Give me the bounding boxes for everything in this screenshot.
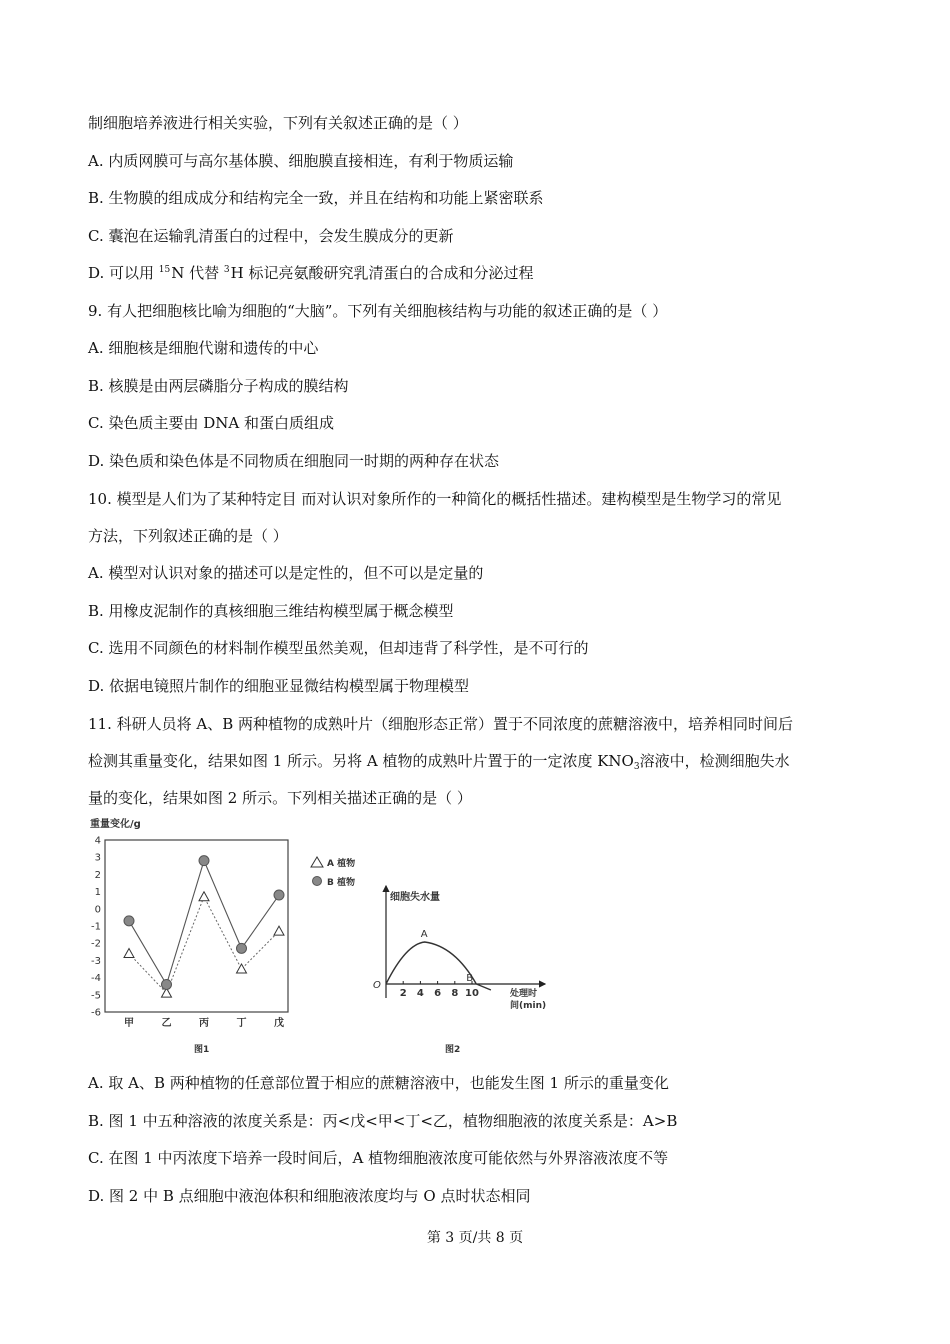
q8-stem-tail: 制细胞培养液进行相关实验，下列有关叙述正确的是（ ） [88,114,468,132]
fig1-category-label: 丁 [236,1018,247,1029]
fig1-ytick-label: 2 [94,869,101,881]
fig1-series-a-point [124,949,134,958]
fig1-category-label: 甲 [124,1018,134,1029]
fig1-series-a-line [129,897,279,993]
q10-option-d: D. 依据电镜照片制作的细胞亚显微结构模型属于物理模型 [88,677,470,695]
q10-option-c: C. 选用不同颜色的材料制作模型虽然美观，但却违背了科学性，是不可行的 [88,639,589,657]
q11-option-d: D. 图 2 中 B 点细胞中液泡体积和细胞液浓度均与 O 点时状态相同 [88,1187,531,1205]
q11-option-c: C. 在图 1 中丙浓度下培养一段时间后，A 植物细胞液浓度可能依然与外界溶液浓度不等 [88,1149,669,1167]
fig2-point-a-label: A [420,929,428,940]
fig1-ytick-label: 1 [94,887,101,899]
q9-option-b: B. 核膜是由两层磷脂分子构成的膜结构 [88,377,349,395]
q9-option-c: C. 染色质主要由 DNA 和蛋白质组成 [88,414,334,432]
fig1-category-label: 乙 [161,1018,172,1029]
q10-option-b: B. 用橡皮泥制作的真核细胞三维结构模型属于概念模型 [88,602,454,620]
q8-option-c: C. 囊泡在运输乳清蛋白的过程中，会发生膜成分的更新 [88,227,454,245]
fig2-xtick-label: 10 [465,988,479,999]
fig1-series-b-point [162,979,172,989]
q11-option-b: B. 图 1 中五种溶液的浓度关系是：丙<戊<甲<丁<乙，植物细胞液的浓度关系是：A>B [88,1112,678,1130]
fig1-caption: 图1 [194,1045,210,1055]
q11-stem2-sub: 3 [633,762,640,772]
fig2-caption: 图2 [445,1045,461,1055]
fig1-ytick-label: -6 [91,1007,101,1019]
fig2-xtick-label: 8 [451,988,459,999]
q9-option-a: A. 细胞核是细胞代谢和遗传的中心 [88,339,319,357]
q8-option-a: A. 内质网膜可与高尔基体膜、细胞膜直接相连，有利于物质运输 [88,152,514,170]
fig2-xtick-label: 6 [434,988,442,999]
q8-d-pre: D. 可以用 [88,264,159,282]
q8-option-d [88,263,534,286]
fig2-curve [386,942,491,990]
legend-triangle-icon [311,857,323,867]
fig1-ytick-label: 4 [94,835,101,847]
q9-stem: 9. 有人把细胞核比喻为细胞的“大脑”。下列有关细胞核结构与功能的叙述正确的是（ ） [88,302,668,320]
figure-2-chart [365,880,550,1065]
fig1-category-label: 丙 [199,1018,209,1029]
q8-option-b: B. 生物膜的组成成分和结构完全一致，并且在结构和功能上紧密联系 [88,189,544,207]
q8-d-sup-3: 3 [223,265,230,275]
fig2-xtick-label: 4 [416,988,424,999]
q11-stem-line1: 11. 科研人员将 A、B 两种植物的成熟叶片（细胞形态正常）置于不同浓度的蔗糖溶液中，培养相同时间后 [88,715,794,733]
fig1-ytick-label: -1 [91,921,101,933]
fig2-ylabel: 细胞失水量 [390,892,440,903]
fig1-series-b-line [129,861,279,985]
q11-stem-line3: 量的变化，结果如图 2 所示。下列相关描述正确的是（ ） [88,789,472,807]
q8-d-mid: N 代替 [171,264,224,282]
fig1-category-label: 戊 [274,1018,284,1029]
fig2-xlabel-line2: 间(min) [510,1001,547,1011]
fig1-series-b-point [274,890,284,900]
figure-1-chart [82,814,364,1064]
fig1-ylabel: 重量变化/g [90,819,141,830]
fig1-ytick-label: -5 [91,990,101,1002]
fig1-series-b-point [124,916,134,926]
fig1-ytick-label: -4 [91,973,101,985]
fig2-origin-label: O [373,980,381,991]
q11-stem2-pre: 检测其重量变化，结果如图 1 所示。另将 A 植物的成熟叶片置于的一定浓度 KNO [88,752,634,770]
q10-stem-line1: 10. 模型是人们为了某种特定目 而对认识对象所作的一种简化的概括性描述。建构模型是生物学习的常见 [88,490,782,508]
legend-a-label: A 植物 [327,859,356,869]
page-footer: 第 3 页/共 8 页 [426,1230,524,1246]
fig1-series-b-point [237,943,247,953]
fig1-series-a-point [274,926,284,935]
q11-stem2-post: 溶液中，检测细胞失水 [639,752,790,770]
q9-option-d: D. 染色质和染色体是不同物质在细胞同一时期的两种存在状态 [88,452,500,470]
q11-stem-line2 [88,751,790,774]
fig1-ytick-label: -2 [91,938,101,950]
fig1-series-b-point [199,856,209,866]
q11-option-a: A. 取 A、B 两种植物的任意部位置于相应的蔗糖溶液中，也能发生图 1 所示的重量变化 [88,1074,669,1092]
fig2-xlabel-line1: 处理时 [510,989,538,999]
q8-d-sup-15: 15 [158,265,171,275]
q10-stem-line2: 方法，下列叙述正确的是（ ） [88,527,288,545]
fig2-xtick-label: 2 [399,988,407,999]
fig2-point-b-label: B [466,973,474,984]
q10-option-a: A. 模型对认识对象的描述可以是定性的，但不可以是定量的 [88,564,484,582]
fig1-series-a-point [199,892,209,901]
fig1-ytick-label: 0 [94,904,101,916]
q8-d-post: H 标记亮氨酸研究乳清蛋白的合成和分泌过程 [230,264,534,282]
fig1-ytick-label: -3 [91,955,101,967]
legend-circle-icon [313,877,322,886]
legend-b-label: B 植物 [327,878,355,888]
fig1-ytick-label: 3 [94,852,101,864]
